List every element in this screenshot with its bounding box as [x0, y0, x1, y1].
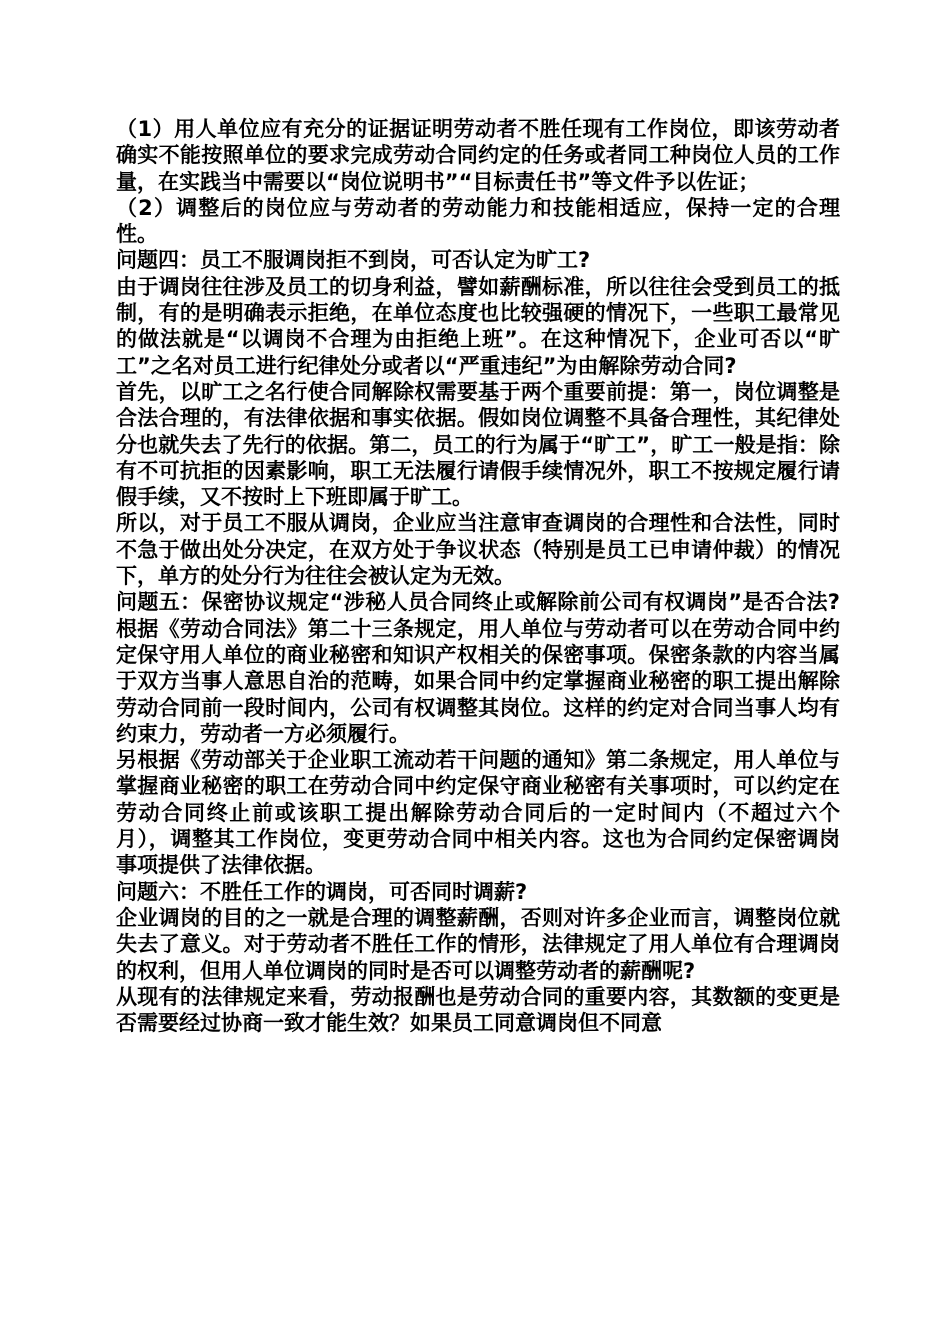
paragraph-question-4-premises: 首先，以旷工之名行使合同解除权需要基于两个重要前提：第一，岗位调整是合法合理的，有法律依据和事实依据。假如岗位调整不具备合理性，其纪律处分也就失去了先行的依据。第二，员工的行为属于“旷工”，旷工一般是指：除有不可抗拒的因素影响，职工无法履行请假手续情况外，职工不按规定履行请假手续，又不按时上下班即属于旷工。 [116, 379, 840, 510]
paragraph-criterion-2: （2）调整后的岗位应与劳动者的劳动能力和技能相适应，保持一定的合理性。 [116, 195, 840, 247]
paragraph-question-6-analysis: 从现有的法律规定来看，劳动报酬也是劳动合同的重要内容，其数额的变更是否需要经过协商一致才能生效？如果员工同意调岗但不同意 [116, 984, 840, 1036]
paragraph-question-6-intro: 企业调岗的目的之一就是合理的调整薪酬，否则对许多企业而言，调整岗位就失去了意义。对于劳动者不胜任工作的情形，法律规定了用人单位有合理调岗的权利，但用人单位调岗的同时是否可以调整劳动者的薪酬呢? [116, 905, 840, 983]
paragraph-question-4-conclusion: 所以，对于员工不服从调岗，企业应当注意审查调岗的合理性和合法性，同时不急于做出处分决定，在双方处于争议状态（特别是员工已申请仲裁）的情况下，单方的处分行为往往会被认定为无效。 [116, 511, 840, 589]
paragraph-question-5: 问题五：保密协议规定“涉秘人员合同终止或解除前公司有权调岗”是否合法? 根据《劳动合同法》第二十三条规定，用人单位与劳动者可以在劳动合同中约定保守用人单位的商业秘密和知识产权相关的保密事项。保密条款的内容当属于双方当事人意思自治的范畴，如果合同中约定掌握商业秘密的职工提出解除劳动合同前一段时间内，公司有权调整其岗位。这样的约定对合同当事人均有约束力，劳动者一方必须履行。 [116, 590, 861, 746]
document-body [116, 116, 861, 1036]
paragraph-criterion-1: （1）用人单位应有充分的证据证明劳动者不胜任现有工作岗位，即该劳动者确实不能按照单位的要求完成劳动合同约定的任务或者同工种岗位人员的工作量，在实践当中需要以“岗位说明书”“目标责任书”等文件予以佐证； [116, 117, 840, 194]
paragraph-question-4-intro: 由于调岗往往涉及员工的切身利益，譬如薪酬标准，所以往往会受到员工的抵制，有的是明确表示拒绝，在单位态度也比较强硬的情况下，一些职工最常见的做法就是“以调岗不合理为由拒绝上班”。在这种情况下，企业可否以“旷工”之名对员工进行纪律处分或者以“严重违纪”为由解除劳动合同? [116, 274, 840, 378]
question-6-heading: 问题六：不胜任工作的调岗，可否同时调薪? [116, 879, 528, 904]
question-4-heading: 问题四：员工不服调岗拒不到岗，可否认定为旷工? [116, 248, 591, 273]
paragraph-question-5-basis: 另根据《劳动部关于企业职工流动若干问题的通知》第二条规定，用人单位与掌握商业秘密的职工在劳动合同中约定保守商业秘密有关事项时，可以约定在劳动合同终止前或该职工提出解除劳动合同后的一定时间内（不超过六个月），调整其工作岗位，变更劳动合同中相关内容。这也为合同约定保密调岗事项提供了法律依据。 [116, 748, 840, 878]
